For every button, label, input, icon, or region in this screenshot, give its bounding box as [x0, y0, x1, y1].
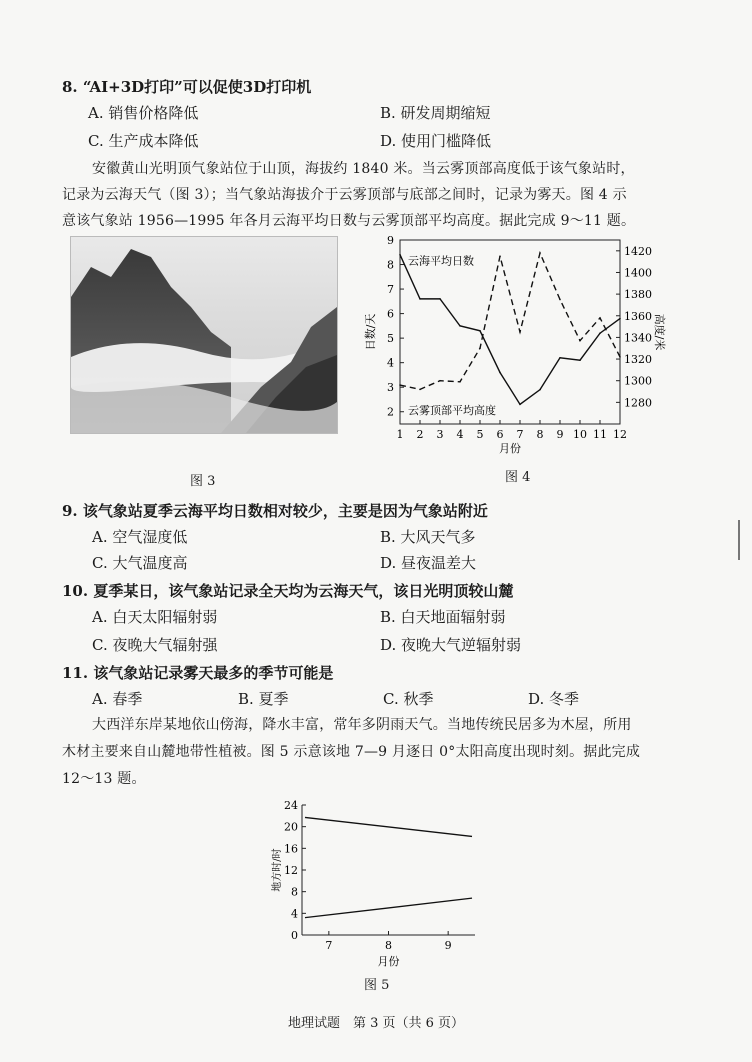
- fig4-x-tick-label: 4: [456, 428, 464, 441]
- q11-text: 该气象站记录雾天最多的季节可能是: [93, 664, 334, 682]
- q11-number: 11.: [62, 664, 89, 682]
- q11-option-c[interactable]: C. 秋季: [383, 690, 434, 708]
- fig5-y-tick-label: 20: [284, 820, 298, 834]
- q10-option-c[interactable]: C. 夜晚大气辐射强: [92, 636, 218, 654]
- q9-option-b[interactable]: B. 大风天气多: [380, 528, 476, 546]
- passage2-line3: 12～13 题。: [62, 771, 146, 787]
- fig4-days-point: [419, 298, 421, 300]
- fig4-height-point: [419, 389, 421, 391]
- fig4-left-tick-label: 8: [387, 258, 394, 272]
- fig4-series-height-line: [400, 253, 620, 389]
- fig4-days-point: [399, 254, 401, 256]
- passage1-line3: 意该气象站 1956—1995 年各月云海平均日数与云雾顶部平均高度。据此完成 9～11 题。: [62, 213, 636, 229]
- fig5-y-tick-label: 16: [284, 842, 298, 856]
- fig5-y-tick-label: 4: [291, 907, 298, 921]
- fig5-y-tick-label: 8: [291, 885, 298, 899]
- fig4-left-tick-label: 7: [387, 283, 394, 297]
- fig5-y-tick-label: 12: [284, 864, 298, 877]
- fig4-left-tick-label: 3: [387, 381, 394, 395]
- fig4-right-tick-label: 1280: [624, 396, 652, 410]
- q9-option-d[interactable]: D. 昼夜温差大: [380, 554, 477, 572]
- fig4-height-point: [579, 340, 581, 342]
- fig4-days-point: [439, 298, 441, 300]
- fig4-x-tick-label: 8: [536, 428, 544, 441]
- fig5-x-tick-label: 9: [444, 939, 452, 952]
- fig4-x-tick-label: 6: [496, 428, 504, 441]
- q10-option-a[interactable]: A. 白天太阳辐射弱: [92, 608, 218, 626]
- fig5-series-line: [305, 898, 472, 918]
- fig4-height-point: [619, 356, 621, 358]
- fig4-right-axis-label: 高度/米: [653, 313, 666, 351]
- fig4-x-tick-label: 3: [436, 428, 444, 441]
- q8-option-a[interactable]: A. 销售价格降低: [88, 104, 199, 122]
- passage1-line2: 记录为云海天气（图 3）；当气象站海拔介于云雾顶部与底部之间时，记录为雾天。图 4 示: [62, 187, 627, 203]
- fig5-caption: 图 5: [364, 978, 390, 993]
- fig4-x-axis-label: 月份: [499, 442, 521, 455]
- q8-number: 8.: [62, 78, 78, 96]
- fig4-caption: 图 4: [505, 470, 531, 485]
- q9-option-a[interactable]: A. 空气湿度低: [92, 528, 188, 546]
- fig4-right-tick-label: 1400: [624, 266, 652, 280]
- q8-text: “AI+3D打印”可以促使3D打印机: [82, 78, 312, 96]
- page-footer: 地理试题 第 3 页（共 6 页）: [287, 1016, 465, 1031]
- fig4-right-tick-label: 1320: [624, 353, 652, 367]
- fig4-left-axis-label: 日数/天: [364, 313, 377, 351]
- fig4-height-point: [519, 331, 521, 333]
- fig4-days-point: [559, 357, 561, 359]
- q11-option-b[interactable]: B. 夏季: [238, 690, 289, 708]
- fig4-height-point: [559, 299, 561, 301]
- fig4-left-tick-label: 2: [387, 405, 394, 419]
- q10-text: 夏季某日，该气象站记录全天均为云海天气，该日光明顶较山麓: [93, 582, 514, 600]
- fig4-left-tick-label: 9: [387, 234, 394, 247]
- fig4-height-point: [479, 347, 481, 349]
- fig4-left-tick-label: 5: [387, 332, 394, 346]
- passage2-line1: 大西洋东岸某地依山傍海，降水丰富，常年多阴雨天气。当地传统民居多为木屋，所用: [92, 717, 632, 733]
- fig4-days-point: [619, 318, 621, 320]
- fig3-caption: 图 3: [190, 474, 216, 489]
- fig4-height-point: [399, 384, 401, 386]
- fig4-days-point: [539, 389, 541, 391]
- fig4-x-tick-label: 9: [556, 428, 564, 441]
- q9-number: 9.: [62, 502, 78, 520]
- cloud-sea-photo: [70, 236, 338, 434]
- fig5-series-line: [305, 817, 472, 836]
- fig4-x-tick-label: 11: [593, 428, 607, 441]
- fig5-y-tick-label: 24: [284, 799, 298, 812]
- fig5-x-axis-label: 月份: [377, 955, 400, 968]
- fig4-days-point: [459, 325, 461, 327]
- q10-option-d[interactable]: D. 夜晚大气逆辐射弱: [380, 636, 522, 654]
- fig4-x-tick-label: 7: [516, 428, 524, 441]
- fig4-days-point: [519, 404, 521, 406]
- mountain-illustration: [71, 237, 337, 433]
- fig5-chart: [270, 795, 490, 967]
- fig4-chart: [360, 228, 666, 468]
- fig4-left-tick-label: 6: [387, 307, 394, 321]
- q9-option-c[interactable]: C. 大气温度高: [92, 554, 188, 572]
- fig4-height-point: [499, 255, 501, 257]
- q10-option-b[interactable]: B. 白天地面辐射弱: [380, 608, 506, 626]
- q10-number: 10.: [62, 582, 89, 600]
- passage2-line2: 木材主要来自山麓地带性植被。图 5 示意该地 7—9 月逐日 0°太阳高度出现时刻。据此完成: [62, 744, 641, 760]
- fig4-days-point: [499, 372, 501, 374]
- fig4-height-point: [539, 252, 541, 254]
- q8-option-d[interactable]: D. 使用门槛降低: [380, 132, 492, 150]
- fig5-x-tick-label: 7: [325, 939, 333, 952]
- fig4-days-point: [479, 330, 481, 332]
- fig4-x-tick-label: 10: [573, 428, 587, 441]
- q10-stem: [62, 580, 513, 601]
- fig4-days-point: [599, 332, 601, 334]
- fig4-right-tick-label: 1380: [624, 288, 652, 302]
- fig4-right-tick-label: 1360: [624, 309, 652, 323]
- passage1-line1: 安徽黄山光明顶气象站位于山顶，海拔约 1840 米。当云雾顶部高度低于该气象站时，: [92, 161, 635, 177]
- q11-option-a[interactable]: A. 春季: [92, 690, 143, 708]
- q11-stem: [62, 662, 333, 683]
- fig4-x-tick-label: 12: [613, 428, 627, 441]
- fig4-right-tick-label: 1300: [624, 374, 652, 388]
- q8-option-c[interactable]: C. 生产成本降低: [88, 132, 199, 150]
- fig4-x-tick-label: 5: [476, 428, 484, 441]
- fig4-height-point: [439, 380, 441, 382]
- fig4-left-tick-label: 4: [387, 356, 394, 370]
- fig4-days-point: [579, 359, 581, 361]
- fig4-series-height-label: 云雾顶部平均高度: [408, 404, 496, 417]
- fig4-x-tick-label: 2: [416, 428, 424, 441]
- q9-text: 该气象站夏季云海平均日数相对较少，主要是因为气象站附近: [82, 502, 488, 520]
- fig4-series-days-label: 云海平均日数: [408, 254, 474, 268]
- fig4-height-point: [599, 317, 601, 319]
- fig5-x-tick-label: 8: [385, 939, 392, 952]
- fig4-series-days-line: [400, 255, 620, 405]
- fig5-y-tick-label: 0: [291, 929, 298, 942]
- q11-option-d[interactable]: D. 冬季: [528, 690, 580, 708]
- q8-stem: [62, 76, 311, 97]
- q9-stem: [62, 500, 488, 521]
- fig4-right-tick-label: 1420: [624, 244, 652, 258]
- fig4-right-tick-label: 1340: [624, 331, 652, 345]
- q8-option-b[interactable]: B. 研发周期缩短: [380, 104, 491, 122]
- fig5-y-axis-label: 地方时/时: [272, 848, 283, 892]
- scan-edge-mark: [738, 520, 740, 560]
- fig4-height-point: [459, 381, 461, 383]
- fig4-x-tick-label: 1: [396, 428, 404, 441]
